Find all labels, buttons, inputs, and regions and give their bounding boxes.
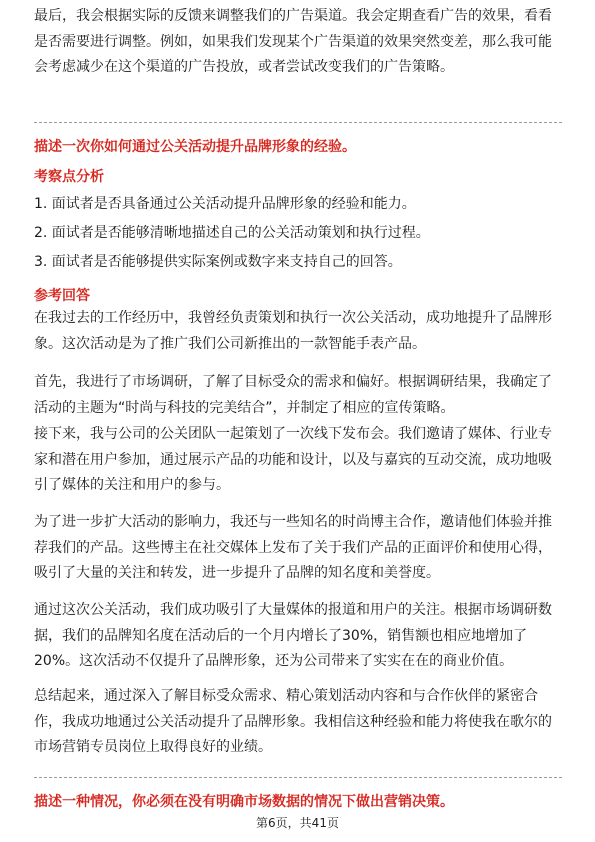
section-divider [34,777,562,778]
intro-paragraph: 最后，我会根据实际的反馈来调整我们的广告渠道。我会定期查看广告的效果，看看是否需要进行调整。例如，如果我们发现某个广告渠道的效果突然变差，那么我可能会考虑减少在这个渠道的广告投放，或者尝试改变我们的广告策略。 [34,8,552,75]
answer-paragraph: 总结起来，通过深入了解目标受众需求、精心策划活动内容和与合作伙伴的紧密合作，我成功地通过公关活动提升了品牌形象。我相信这种经验和能力将使我在歌尔的市场营销专员岗位上取得良好的业绩。 [34,688,552,755]
question-heading: 描述一次你如何通过公关活动提升品牌形象的经验。 [34,139,356,155]
question-heading: 描述一种情况，你必须在没有明确市场数据的情况下做出营销决策。 [34,794,454,810]
answer-paragraph: 通过这次公关活动，我们成功吸引了大量媒体的报道和用户的关注。根据市场调研数据，我们的品牌知名度在活动后的一个月内增长了30%，销售额也相应地增加了20%。这次活动不仅提升了品牌形象，还为公司带来了实实在在的商业价值。 [34,602,552,669]
answer-heading: 参考回答 [34,288,90,304]
analysis-item: 3. 面试者是否能够提供实际案例或数字来支持自己的回答。 [34,254,402,270]
answer-paragraph: 首先，我进行了市场调研，了解了目标受众的需求和偏好。根据调研结果，我确定了活动的主题为“时尚与科技的完美结合”，并制定了相应的宣传策略。 [34,374,552,416]
analysis-heading: 考察点分析 [34,169,104,185]
answer-paragraph: 接下来，我与公司的公关团队一起策划了一次线下发布会。我们邀请了媒体、行业专家和潜在用户参加，通过展示产品的功能和设计，以及与嘉宾的互动交流，成功地吸引了媒体的关注和用户的参与。 [34,426,552,493]
answer-paragraph: 在我过去的工作经历中，我曾经负责策划和执行一次公关活动，成功地提升了品牌形象。这次活动是为了推广我们公司新推出的一款智能手表产品。 [34,310,552,352]
analysis-item: 1. 面试者是否具备通过公关活动提升品牌形象的经验和能力。 [34,196,416,212]
section-divider [34,122,562,123]
analysis-item: 2. 面试者是否能够清晰地描述自己的公关活动策划和执行过程。 [34,225,430,241]
page-number: 第6页，共41页 [256,816,339,830]
answer-paragraph: 为了进一步扩大活动的影响力，我还与一些知名的时尚博主合作，邀请他们体验并推荐我们的产品。这些博主在社交媒体上发布了关于我们产品的正面评价和使用心得，吸引了大量的关注和转发，进一步提升了品牌的知名度和美誉度。 [34,514,552,581]
